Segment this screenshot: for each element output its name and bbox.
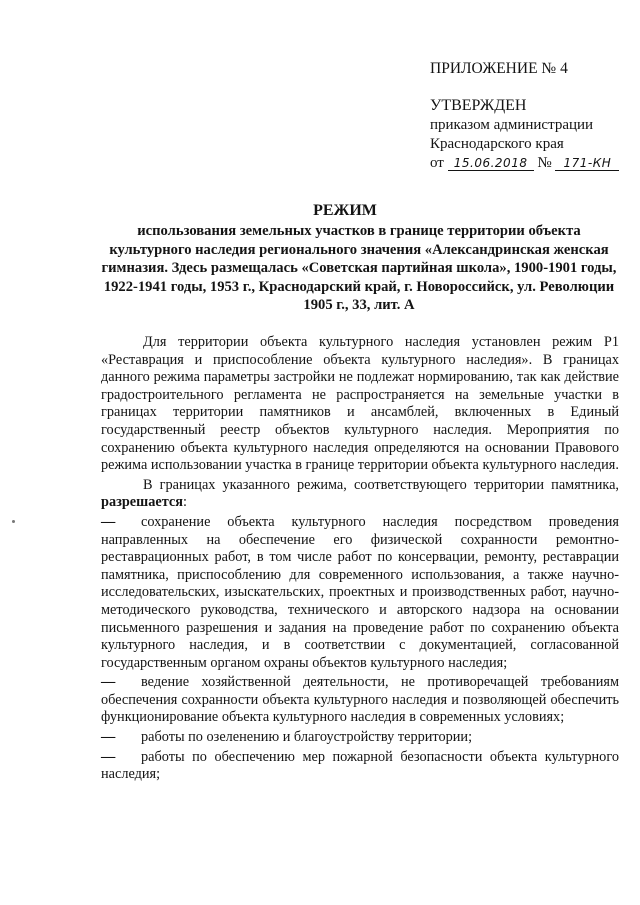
permitted-keyword: разрешается: [101, 494, 183, 511]
paragraph-regime-description: Для территории объекта культурного наследия установлен режим Р1 «Реставрация и приспособление объекта культурного наследия». В границах данного режима параметры застройки не подлежат нормированию, так как действие градостроительного регламента не распространяется на земельные участки в границах территории памятников и ансамблей, включенных в Единый государственный реестр объектов культурного наследия. Мероприятия по сохранению объекта культурного наследия определяются на основании Правового режима использовании участка в границе территории объекта культурного наследия.: [101, 334, 619, 474]
list-item: [101, 729, 619, 747]
appendix-label: ПРИЛОЖЕНИЕ № 4: [430, 60, 568, 77]
handwritten-order-number: 171-КН: [555, 156, 619, 171]
document-subtitle: использования земельных участков в границе территории объекта культурного наследия регионального значения «Александринская женская гимназия. Здесь размещалась «Советская партийная школа», 1900-1901 годы, 1922-1941 годы, 1953 г., Краснодарский край, г. Новороссийск, ул. Революции 1905 г., 33, лит. А: [101, 223, 617, 313]
permitted-colon: :: [182, 494, 187, 511]
list-item: [101, 674, 619, 727]
dash-marker: —: [101, 513, 116, 530]
approved-heading: УТВЕРЖДЕН: [430, 97, 527, 114]
list-item-text: сохранение объекта культурного наследия посредством проведения направленных на обеспечение его физической сохранности ремонтно-реставрационных работ, в том числе работ по консервации, ремонту, реставрации памятника, приспособлению для современного использования, а также научно-исследовательских, изыскательских, проектных и производственных работ, научно-методического руководства, технического и авторского надзора на основании письменного разрешения и задания на проведение работ по сохранению объекта культурного наследия, и в соответствии с документацией, согласованной государственным органом охраны объектов культурного наследия;: [101, 513, 619, 671]
margin-dot: [12, 520, 15, 523]
date-prefix: от: [430, 155, 444, 171]
dash-marker: —: [101, 748, 116, 765]
approved-by-line2: Краснодарского края: [430, 136, 564, 152]
handwritten-date: 15.06.2018: [448, 156, 534, 171]
list-item-text: ведение хозяйственной деятельности, не противоречащей требованиям обеспечения сохранности объекта культурного наследия и позволяющей обеспечить функционирование объекта культурного наследия в современных условиях;: [101, 674, 619, 726]
document-title: РЕЖИМ: [313, 202, 377, 219]
approval-block: [430, 96, 619, 173]
list-item-text: работы по озеленению и благоустройству территории;: [141, 729, 473, 746]
list-item: [101, 514, 619, 672]
dash-marker: —: [101, 674, 116, 691]
number-prefix: №: [537, 155, 552, 171]
permitted-list: [101, 514, 619, 784]
order-date-number-line: [430, 154, 619, 173]
list-item-text: работы по обеспечению мер пожарной безопасности объекта культурного наследия;: [101, 748, 619, 783]
dash-marker: —: [101, 729, 116, 746]
list-item: [101, 749, 619, 784]
paragraph-permitted-intro: [101, 477, 619, 512]
approved-by-line1: приказом администрации: [430, 117, 594, 133]
permitted-intro-text: В границах указанного режима, соответствующего территории памятника,: [143, 476, 619, 493]
document-body: [101, 334, 619, 784]
